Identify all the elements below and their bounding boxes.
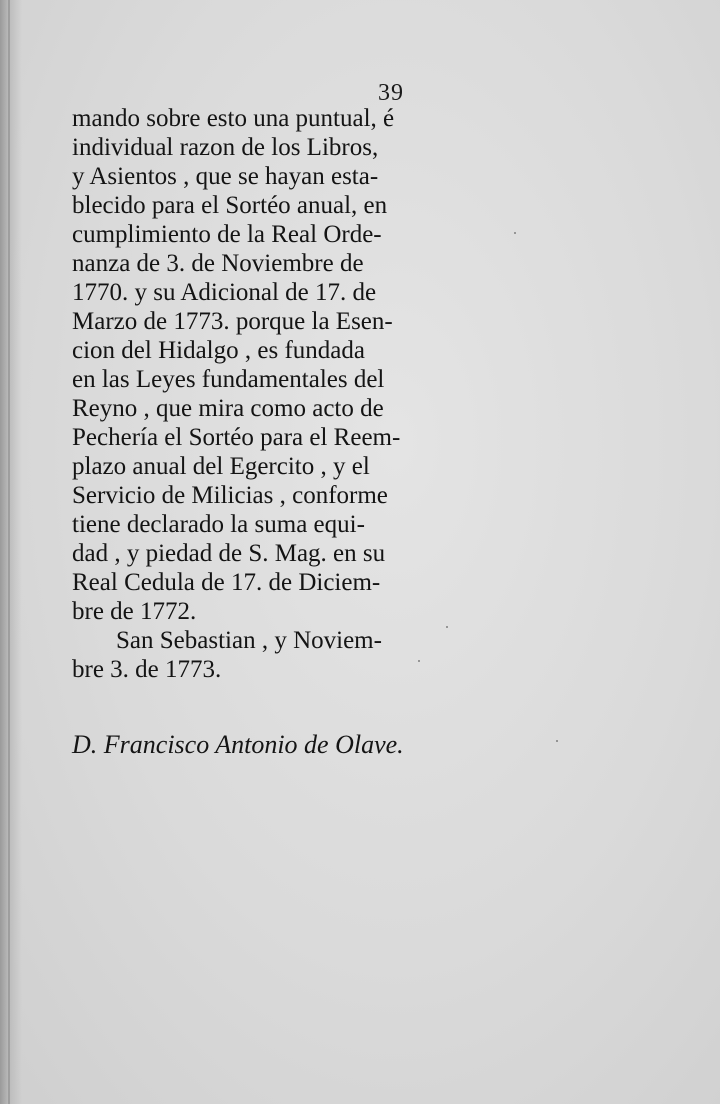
body-text [72,104,434,762]
text-line: bre de 1772. [72,598,197,625]
text-line: Marzo de 1773. porque la Esen- [72,308,393,335]
closing-line: San Sebastian , y Noviem- [116,627,382,654]
closing-line: bre 3. de 1773. [72,656,222,683]
text-line: Pechería el Sortéo para el Reem- [72,424,401,451]
text-line: en las Leyes fundamentales del [72,366,385,393]
text-line: blecido para el Sortéo anual, en [72,192,388,219]
gutter-shadow [0,0,22,1104]
gutter-line [8,0,10,1104]
paper-speck [556,740,558,742]
text-line: y Asientos , que se hayan esta- [72,163,379,190]
text-line: Servicio de Milicias , conforme [72,482,388,509]
text-line: Reyno , que mira como acto de [72,395,384,422]
paper-speck [446,626,448,628]
paper-speck [418,660,420,662]
spacer [72,684,434,728]
text-line: individual razon de los Libros, [72,134,379,161]
text-line: nanza de 3. de Noviembre de [72,250,364,277]
text-line: cumplimiento de la Real Orde- [72,221,382,248]
text-line: 1770. y su Adicional de 17. de [72,279,377,306]
signature: D. Francisco Antonio de Olave. [72,730,404,759]
page-number: 39 [378,80,404,106]
text-line: plazo anual del Egercito , y el [72,453,370,480]
text-line: cion del Hidalgo , es fundada [72,337,365,364]
text-line: tiene declarado la suma equi- [72,511,365,538]
text-line: mando sobre esto una puntual, é [72,105,395,132]
paper-speck [514,232,516,234]
text-line: Real Cedula de 17. de Diciem- [72,569,381,596]
text-line: dad , y piedad de S. Mag. en su [72,540,386,567]
